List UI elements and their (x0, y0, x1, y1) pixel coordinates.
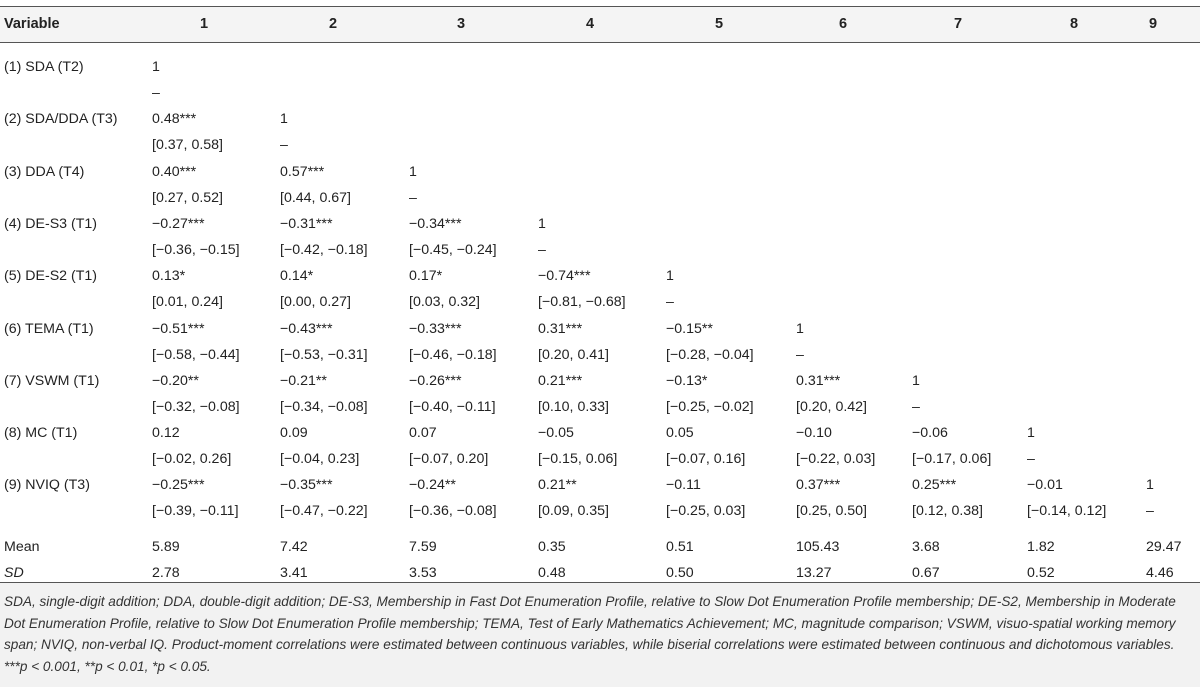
correlation-cell: −0.01 (1027, 477, 1063, 493)
correlation-cell: −0.11 (666, 477, 701, 493)
correlation-cell: −0.43*** (280, 321, 333, 337)
correlation-cell: −0.25*** (152, 477, 205, 493)
mean-value: 0.35 (538, 539, 566, 555)
correlation-cell: 0.05 (666, 425, 694, 441)
confidence-interval-cell: – (1027, 451, 1035, 467)
confidence-interval-cell: [−0.36, −0.15] (152, 242, 240, 258)
correlation-cell: 0.31*** (538, 321, 583, 337)
mean-value: 105.43 (796, 539, 840, 555)
confidence-interval-cell: [−0.36, −0.08] (409, 503, 497, 519)
header-col-6: 6 (838, 16, 848, 32)
confidence-interval-cell: [0.03, 0.32] (409, 294, 480, 310)
sd-value: 0.52 (1027, 565, 1055, 581)
row-label: (7) VSWM (T1) (4, 373, 100, 389)
confidence-interval-cell: [−0.15, 0.06] (538, 451, 618, 467)
confidence-interval-cell: [−0.58, −0.44] (152, 347, 240, 363)
row-label: (1) SDA (T2) (4, 59, 84, 75)
confidence-interval-cell: [0.00, 0.27] (280, 294, 351, 310)
correlation-cell: 1 (666, 268, 674, 284)
confidence-interval-cell: [−0.28, −0.04] (666, 347, 754, 363)
table-footnote: SDA, single-digit addition; DDA, double-digit addition; DE-S3, Membership in Fast Dot Enumeration Profile, relative to Slow Dot Enumeration Profile membership; DE-S2, Membership in Moderate Dot Enumeration Profile, relative to Slow Dot Enumeration Profile membership; TEMA, Test of Early Mathematics Achievement; MC, magnitude comparison; VSWM, visuo-spatial working memory span; NVIQ, non-verbal IQ. Product-moment correlations were estimated between continuous variables, while biserial correlations were estimated between continuous and dichotomous variables. ***p < 0.001, **p < 0.01, *p < 0.05. (4, 594, 1176, 674)
correlation-cell: 0.09 (280, 425, 308, 441)
correlation-cell: −0.05 (538, 425, 574, 441)
correlation-cell: 0.21*** (538, 373, 583, 389)
correlation-cell: −0.15** (666, 321, 713, 337)
sd-value: 0.67 (912, 565, 940, 581)
correlation-cell: −0.26*** (409, 373, 462, 389)
header-col-8: 8 (1069, 16, 1079, 32)
confidence-interval-cell: [−0.25, −0.02] (666, 399, 754, 415)
sd-value: 0.48 (538, 565, 566, 581)
confidence-interval-cell: [−0.07, 0.16] (666, 451, 746, 467)
confidence-interval-cell: [−0.53, −0.31] (280, 347, 368, 363)
confidence-interval-cell: [−0.25, 0.03] (666, 503, 746, 519)
mean-value: 3.68 (912, 539, 940, 555)
confidence-interval-cell: [0.09, 0.35] (538, 503, 609, 519)
correlation-cell: 1 (280, 111, 288, 127)
correlation-cell: 0.21** (538, 477, 577, 493)
confidence-interval-cell: [−0.04, 0.23] (280, 451, 360, 467)
mean-label: Mean (4, 539, 40, 555)
correlation-cell: 0.40*** (152, 164, 197, 180)
row-label: (4) DE-S3 (T1) (4, 216, 98, 232)
confidence-interval-cell: [−0.47, −0.22] (280, 503, 368, 519)
header-col-2: 2 (328, 16, 338, 32)
confidence-interval-cell: [0.10, 0.33] (538, 399, 609, 415)
confidence-interval-cell: [−0.22, 0.03] (796, 451, 876, 467)
confidence-interval-cell: – (912, 399, 920, 415)
mean-value: 0.51 (666, 539, 694, 555)
row-label: (9) NVIQ (T3) (4, 477, 90, 493)
correlation-cell: 0.37*** (796, 477, 841, 493)
confidence-interval-cell: [0.20, 0.41] (538, 347, 609, 363)
confidence-interval-cell: [−0.81, −0.68] (538, 294, 626, 310)
mean-value: 1.82 (1027, 539, 1055, 555)
confidence-interval-cell: [0.27, 0.52] (152, 190, 223, 206)
correlation-cell: −0.13* (666, 373, 708, 389)
correlation-cell: 0.13* (152, 268, 186, 284)
confidence-interval-cell: [0.37, 0.58] (152, 137, 223, 153)
mean-value: 29.47 (1146, 539, 1182, 555)
correlation-cell: 0.31*** (796, 373, 841, 389)
confidence-interval-cell: [0.44, 0.67] (280, 190, 351, 206)
header-variable: Variable (4, 16, 60, 32)
header-col-5: 5 (714, 16, 724, 32)
confidence-interval-cell: – (666, 294, 674, 310)
correlation-cell: 1 (796, 321, 804, 337)
confidence-interval-cell: [−0.07, 0.20] (409, 451, 489, 467)
sd-label: SD (4, 565, 24, 581)
row-label: (8) MC (T1) (4, 425, 78, 441)
sd-value: 3.53 (409, 565, 437, 581)
header-rule (0, 42, 1200, 43)
correlation-cell: 1 (912, 373, 920, 389)
confidence-interval-cell: [−0.45, −0.24] (409, 242, 497, 258)
sd-value: 2.78 (152, 565, 180, 581)
confidence-interval-cell: [−0.39, −0.11] (152, 503, 239, 519)
correlation-cell: 0.57*** (280, 164, 325, 180)
confidence-interval-cell: – (796, 347, 804, 363)
correlation-cell: 0.25*** (912, 477, 957, 493)
correlation-cell: 0.48*** (152, 111, 197, 127)
mean-value: 5.89 (152, 539, 180, 555)
header-col-4: 4 (585, 16, 595, 32)
confidence-interval-cell: – (409, 190, 417, 206)
header-col-3: 3 (456, 16, 466, 32)
correlation-cell: 0.07 (409, 425, 437, 441)
confidence-interval-cell: [0.12, 0.38] (912, 503, 983, 519)
sd-value: 3.41 (280, 565, 308, 581)
header-col-9: 9 (1148, 16, 1158, 32)
correlation-cell: 1 (538, 216, 546, 232)
row-label: (3) DDA (T4) (4, 164, 85, 180)
correlation-cell: −0.74*** (538, 268, 591, 284)
confidence-interval-cell: – (280, 137, 288, 153)
top-rule (0, 6, 1200, 7)
confidence-interval-cell: [−0.32, −0.08] (152, 399, 240, 415)
confidence-interval-cell: – (1146, 503, 1154, 519)
row-label: (6) TEMA (T1) (4, 321, 94, 337)
mean-value: 7.59 (409, 539, 437, 555)
confidence-interval-cell: [0.20, 0.42] (796, 399, 867, 415)
confidence-interval-cell: [−0.34, −0.08] (280, 399, 368, 415)
confidence-interval-cell: – (538, 242, 546, 258)
confidence-interval-cell: [−0.40, −0.11] (409, 399, 496, 415)
header-col-7: 7 (953, 16, 963, 32)
confidence-interval-cell: [−0.02, 0.26] (152, 451, 232, 467)
confidence-interval-cell: – (152, 85, 160, 101)
correlation-cell: 0.14* (280, 268, 314, 284)
confidence-interval-cell: [−0.17, 0.06] (912, 451, 992, 467)
correlation-cell: −0.51*** (152, 321, 205, 337)
row-label: (5) DE-S2 (T1) (4, 268, 98, 284)
correlation-cell: −0.06 (912, 425, 948, 441)
correlation-cell: −0.34*** (409, 216, 462, 232)
correlation-cell: −0.21** (280, 373, 327, 389)
correlation-cell: −0.10 (796, 425, 832, 441)
confidence-interval-cell: [0.25, 0.50] (796, 503, 867, 519)
bottom-rule (0, 582, 1200, 583)
correlation-cell: −0.20** (152, 373, 199, 389)
correlation-cell: −0.27*** (152, 216, 205, 232)
correlation-cell: 1 (409, 164, 417, 180)
correlation-cell: −0.33*** (409, 321, 462, 337)
confidence-interval-cell: [−0.42, −0.18] (280, 242, 368, 258)
sd-value: 4.46 (1146, 565, 1174, 581)
confidence-interval-cell: [−0.46, −0.18] (409, 347, 497, 363)
correlation-cell: 1 (152, 59, 160, 75)
correlation-cell: −0.31*** (280, 216, 333, 232)
sd-value: 0.50 (666, 565, 694, 581)
correlation-cell: −0.35*** (280, 477, 333, 493)
sd-value: 13.27 (796, 565, 832, 581)
correlation-cell: 0.12 (152, 425, 180, 441)
correlation-cell: 0.17* (409, 268, 443, 284)
confidence-interval-cell: [0.01, 0.24] (152, 294, 223, 310)
correlation-cell: 1 (1027, 425, 1035, 441)
correlation-cell: −0.24** (409, 477, 456, 493)
correlation-cell: 1 (1146, 477, 1154, 493)
row-label: (2) SDA/DDA (T3) (4, 111, 118, 127)
confidence-interval-cell: [−0.14, 0.12] (1027, 503, 1107, 519)
mean-value: 7.42 (280, 539, 308, 555)
header-col-1: 1 (199, 16, 209, 32)
